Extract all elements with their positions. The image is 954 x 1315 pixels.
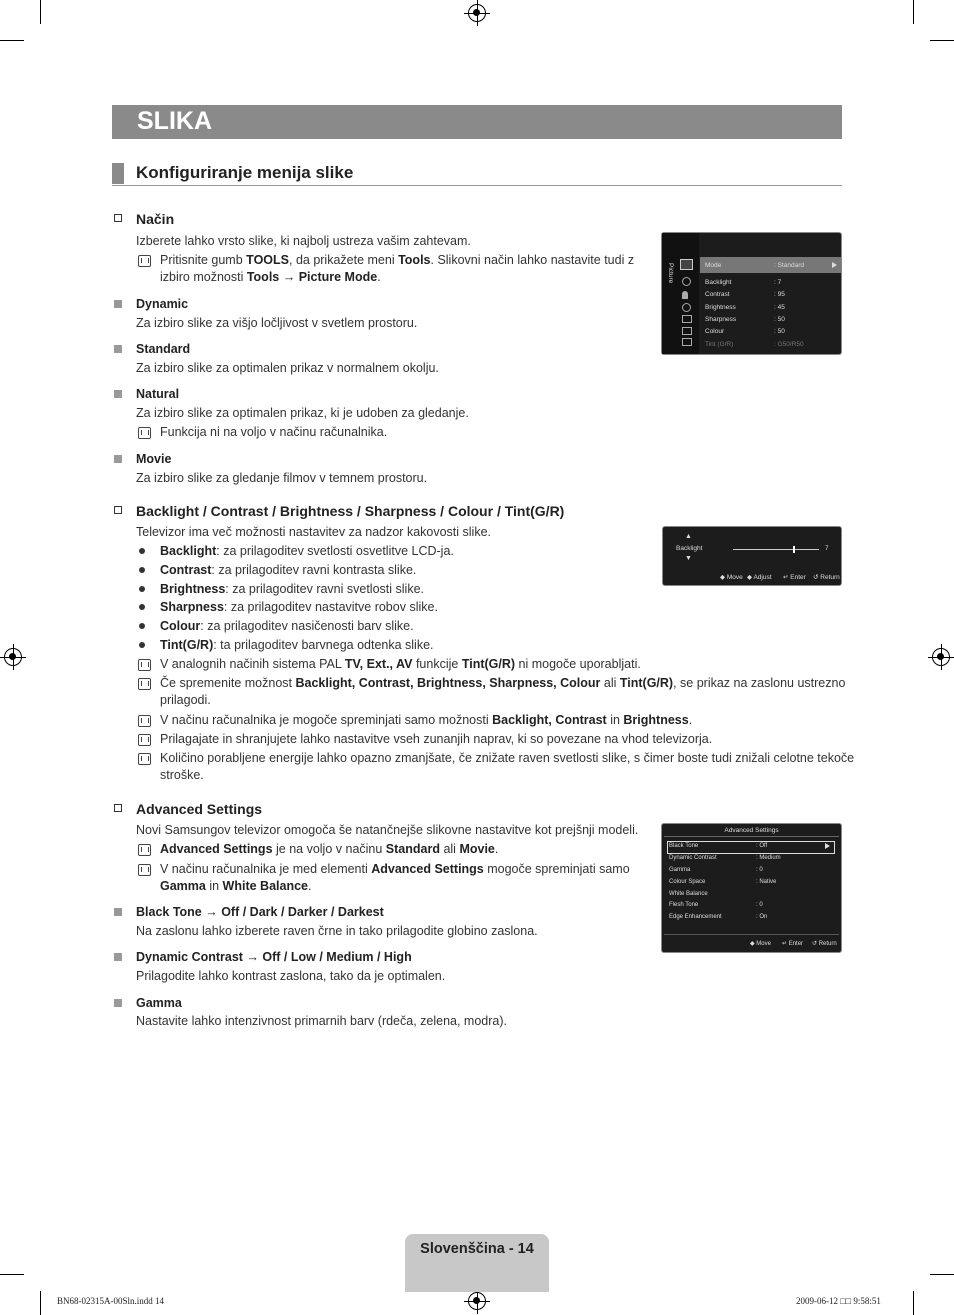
note-external: Prilagajate in shranjujete lahko nastavitve vseh zunanjih naprav, ki so povezane na vhod televizorja. (160, 732, 713, 746)
osd-row-label: Gamma (669, 867, 691, 873)
return-hint: ↺ Return (813, 574, 840, 581)
bullet-dot (139, 642, 145, 648)
note-icon (138, 715, 151, 727)
slider-value: 7 (825, 545, 829, 552)
crop-mark (913, 1291, 914, 1315)
osd-row-label: Black Tone (669, 843, 699, 849)
section-title: Konfiguriranje menija slike (136, 163, 354, 182)
crop-mark (0, 40, 24, 41)
note-change-2: prilagodi. (160, 693, 211, 707)
osd-divider (664, 836, 839, 837)
gamma-heading: Gamma (136, 996, 182, 1010)
slider-track (733, 549, 819, 550)
bullet-dot (139, 586, 145, 592)
movie-heading: Movie (136, 452, 172, 466)
osd-sidebar (662, 233, 699, 354)
move-hint: ◆ Move (750, 941, 771, 947)
osd-row-label: White Balance (669, 891, 708, 897)
arrow-up-icon: ▲ (685, 533, 692, 540)
sound-icon (682, 277, 691, 286)
page-title-bar (112, 105, 842, 139)
move-hint: ◆ Move (720, 574, 743, 581)
dynamic-contrast-text: Prilagodite lahko kontrast zaslona, tako da je optimalen. (136, 969, 446, 983)
adjust-hint: ◆ Adjust (747, 574, 772, 581)
movie-text: Za izbiro slike za gledanje filmov v temnem prostoru. (136, 471, 428, 485)
osd-row-label: Dynamic Contrast (669, 855, 717, 861)
channel-icon (682, 291, 688, 299)
crop-mark (0, 1274, 24, 1275)
backlight-heading: Backlight / Contrast / Brightness / Sharpness / Colour / Tint(G/R) (136, 503, 565, 519)
osd-row-value: : Off (756, 843, 768, 849)
setup-icon (682, 303, 691, 312)
arrow-down-icon: ▼ (685, 555, 692, 562)
osd-row-value: : Medium (756, 855, 781, 861)
osd-row-value: : 0 (756, 902, 763, 908)
osd-divider (664, 934, 839, 935)
osd-row-label: Flesh Tone (669, 902, 699, 908)
file-slug: BN68-02315A-00Sln.indd 14 (57, 1296, 165, 1306)
registration-mark-icon (468, 4, 486, 22)
note-icon (138, 864, 151, 876)
list-item: Sharpness: za prilagoditev nastavitve robov slike. (160, 600, 438, 614)
section-marker (112, 163, 124, 184)
list-item: Tint(G/R): ta prilagoditev barvnega odtenka slike. (160, 638, 434, 652)
date-slug: 2009-06-12 □□ 9:58:51 (796, 1296, 881, 1306)
advanced-note-2b: Gamma in White Balance. (160, 879, 312, 893)
bullet-square (114, 908, 122, 916)
list-item: Contrast: za prilagoditev ravni kontrasta slike. (160, 563, 417, 577)
arrow-right-icon (825, 843, 830, 849)
note-icon (138, 734, 151, 746)
advanced-intro: Novi Samsungov televizor omogoča še natančnejše slikovne nastavitve kot prejšnji modeli. (136, 823, 639, 837)
standard-heading: Standard (136, 342, 191, 356)
osd-row-label: Edge Enhancement (669, 914, 722, 920)
note-icon (138, 678, 151, 690)
bullet-square (114, 999, 122, 1007)
osd-row-value: : Standard (774, 262, 804, 269)
note-energy-2: stroške. (160, 768, 204, 782)
osd-row-label: Mode (705, 262, 722, 269)
support-icon (682, 338, 692, 346)
registration-mark-icon (932, 648, 950, 666)
note-change-1: Če spremenite možnost Backlight, Contrast, Brightness, Sharpness, Colour ali Tint(G/R), se prikaz na zaslonu ustrezno (160, 676, 846, 690)
standard-text: Za izbiro slike za optimalen prikaz v normalnem okolju. (136, 361, 439, 375)
black-tone-text: Na zaslonu lahko izberete raven črne in tako prilagodite globino zaslona. (136, 924, 538, 938)
note-energy-1: Količino porabljene energije lahko opazno zmanjšate, če znižate raven svetlosti slike, s čimer boste tudi znižali celotne tekoče (160, 751, 855, 765)
crop-mark (930, 1274, 954, 1275)
tools-line-1: Pritisnite gumb TOOLS, da prikažete meni Tools. Slikovni način lahko nastavite tudi z (160, 253, 635, 267)
osd-row-label: Backlight (705, 279, 732, 286)
osd-row-value: : 95 (774, 291, 785, 298)
dynamic-contrast-heading: Dynamic Contrast → Off / Low / Medium / High (136, 950, 412, 964)
list-item: Brightness: za prilagoditev ravni svetlosti slike. (160, 582, 424, 596)
bullet-dot (139, 567, 145, 573)
page-number-tab (405, 1234, 549, 1292)
checkbox-icon (114, 214, 122, 222)
note-icon (138, 753, 151, 765)
bullet-square (114, 390, 122, 398)
osd-row-label: Sharpness (705, 316, 737, 323)
advanced-note-1: Advanced Settings je na voljo v načinu Standard ali Movie. (160, 842, 499, 856)
picture-menu-screenshot (661, 232, 842, 355)
osd-side-label: Picture (667, 263, 674, 284)
crop-mark (913, 0, 914, 24)
osd-row-value: : 50 (774, 316, 785, 323)
advanced-note-2: V načinu računalnika je med elementi Advanced Settings mogoče spreminjati samo (160, 862, 630, 876)
osd-row-value: : 50 (774, 328, 785, 335)
crop-mark (40, 1291, 41, 1315)
bullet-square (114, 300, 122, 308)
nacin-heading: Način (136, 211, 175, 227)
dynamic-text: Za izbiro slike za višjo ločljivost v svetlem prostoru. (136, 316, 418, 330)
osd-row-value: : 7 (774, 279, 782, 286)
osd-row-label: Tint (G/R) (705, 341, 734, 348)
list-item: Backlight: za prilagoditev svetlosti osvetlitve LCD-ja. (160, 544, 454, 558)
advanced-settings-screenshot (661, 823, 842, 953)
bullet-dot (139, 604, 145, 610)
list-item: Colour: za prilagoditev nasičenosti barv slike. (160, 619, 414, 633)
slider-label: Backlight (676, 545, 703, 552)
checkbox-icon (114, 506, 122, 514)
return-hint: ↺ Return (812, 941, 837, 947)
checkbox-icon (114, 804, 122, 812)
natural-heading: Natural (136, 387, 180, 401)
registration-mark-icon (4, 648, 22, 666)
arrow-right-icon (832, 262, 837, 268)
crop-mark (930, 40, 954, 41)
note-icon (138, 844, 151, 856)
osd-row-label: Brightness (705, 304, 736, 311)
osd-row-value: : On (756, 914, 768, 920)
note-pal: V analognih načinih sistema PAL TV, Ext., AV funkcije Tint(G/R) ni mogoče uporabljati. (160, 657, 641, 671)
input-icon (682, 315, 692, 323)
application-icon (682, 327, 692, 335)
black-tone-heading: Black Tone → Off / Dark / Darker / Darkest (136, 905, 384, 919)
bullet-square (114, 345, 122, 353)
advanced-heading: Advanced Settings (136, 801, 263, 817)
page-title: SLIKA (137, 107, 212, 135)
crop-mark (40, 0, 41, 24)
osd-row-label: Colour (705, 328, 725, 335)
bullet-dot (139, 623, 145, 629)
tools-icon (138, 255, 151, 267)
natural-note: Funkcija ni na voljo v načinu računalnika. (160, 425, 388, 439)
note-pc: V načinu računalnika je mogoče spreminjati samo možnosti Backlight, Contrast in Brightness. (160, 713, 693, 727)
page-number: Slovenščina - 14 (420, 1241, 534, 1257)
osd-row-label: Contrast (705, 291, 730, 298)
osd-row-value: : 45 (774, 304, 785, 311)
bullet-square (114, 953, 122, 961)
nacin-intro: Izberete lahko vrsto slike, ki najbolj ustreza vašim zahtevam. (136, 234, 471, 248)
backlight-intro: Televizor ima več možnosti nastavitev za nadzor kakovosti slike. (136, 525, 492, 539)
enter-hint: ↵ Enter (782, 941, 804, 947)
osd-row-label: Colour Space (669, 879, 706, 885)
registration-mark-icon (468, 1292, 486, 1310)
backlight-slider-screenshot (662, 526, 842, 586)
slider-knob (793, 546, 795, 553)
bullet-square (114, 455, 122, 463)
osd-row-value: : G50/R50 (774, 341, 804, 348)
enter-hint: ↵ Enter (783, 574, 806, 581)
natural-text: Za izbiro slike za optimalen prikaz, ki je udoben za gledanje. (136, 406, 469, 420)
picture-icon (680, 259, 693, 270)
section-divider (112, 185, 842, 186)
osd-row-value: : Native (756, 879, 777, 885)
dynamic-heading: Dynamic (136, 297, 189, 311)
gamma-text: Nastavite lahko intenzivnost primarnih barv (rdeča, zelena, modra). (136, 1014, 508, 1028)
osd-row-value: : 0 (756, 867, 763, 873)
note-icon (138, 659, 151, 671)
note-icon (138, 427, 151, 439)
tools-line-2: izbiro možnosti Tools → Picture Mode. (160, 270, 381, 284)
osd-title: Advanced Settings (724, 827, 779, 834)
bullet-dot (139, 548, 145, 554)
